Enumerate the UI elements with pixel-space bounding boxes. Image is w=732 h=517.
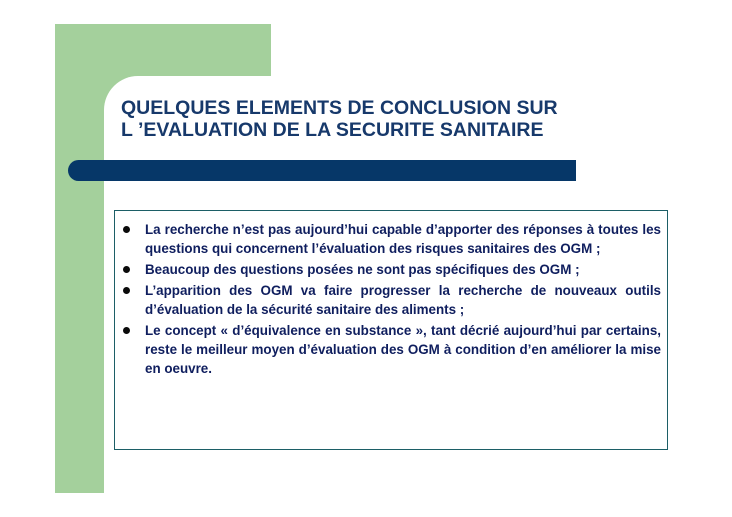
list-item	[123, 281, 661, 319]
list-item	[123, 260, 661, 279]
list-item	[123, 321, 661, 378]
bullet-text: La recherche n’est pas aujourd’hui capable d’apporter des réponses à toutes les questions qui concernent l’évaluation des risques sanitaires des OGM ;	[145, 222, 661, 256]
bullet-text: L’apparition des OGM va faire progresser la recherche de nouveaux outils d’évaluation de la sécurité sanitaire des aliments ;	[145, 283, 661, 317]
bullet-text: Le concept « d’équivalence en substance », tant décrié aujourd’hui par certains, reste le meilleur moyen d’évaluation des OGM à condition d’en améliorer la mise en oeuvre.	[145, 323, 661, 376]
bullet-list	[123, 220, 661, 380]
bullet-icon	[123, 226, 130, 233]
bullet-icon	[123, 327, 130, 334]
slide-title	[121, 97, 558, 141]
content-box	[114, 210, 668, 450]
list-item	[123, 220, 661, 258]
bullet-icon	[123, 287, 130, 294]
title-line-2: L ’EVALUATION DE LA SECURITE SANITAIRE	[121, 119, 544, 141]
blue-divider-bar	[68, 160, 576, 181]
bullet-icon	[123, 266, 130, 273]
bullet-text: Beaucoup des questions posées ne sont pas spécifiques des OGM ;	[145, 262, 580, 277]
title-line-1: QUELQUES ELEMENTS DE CONCLUSION SUR	[121, 97, 558, 119]
